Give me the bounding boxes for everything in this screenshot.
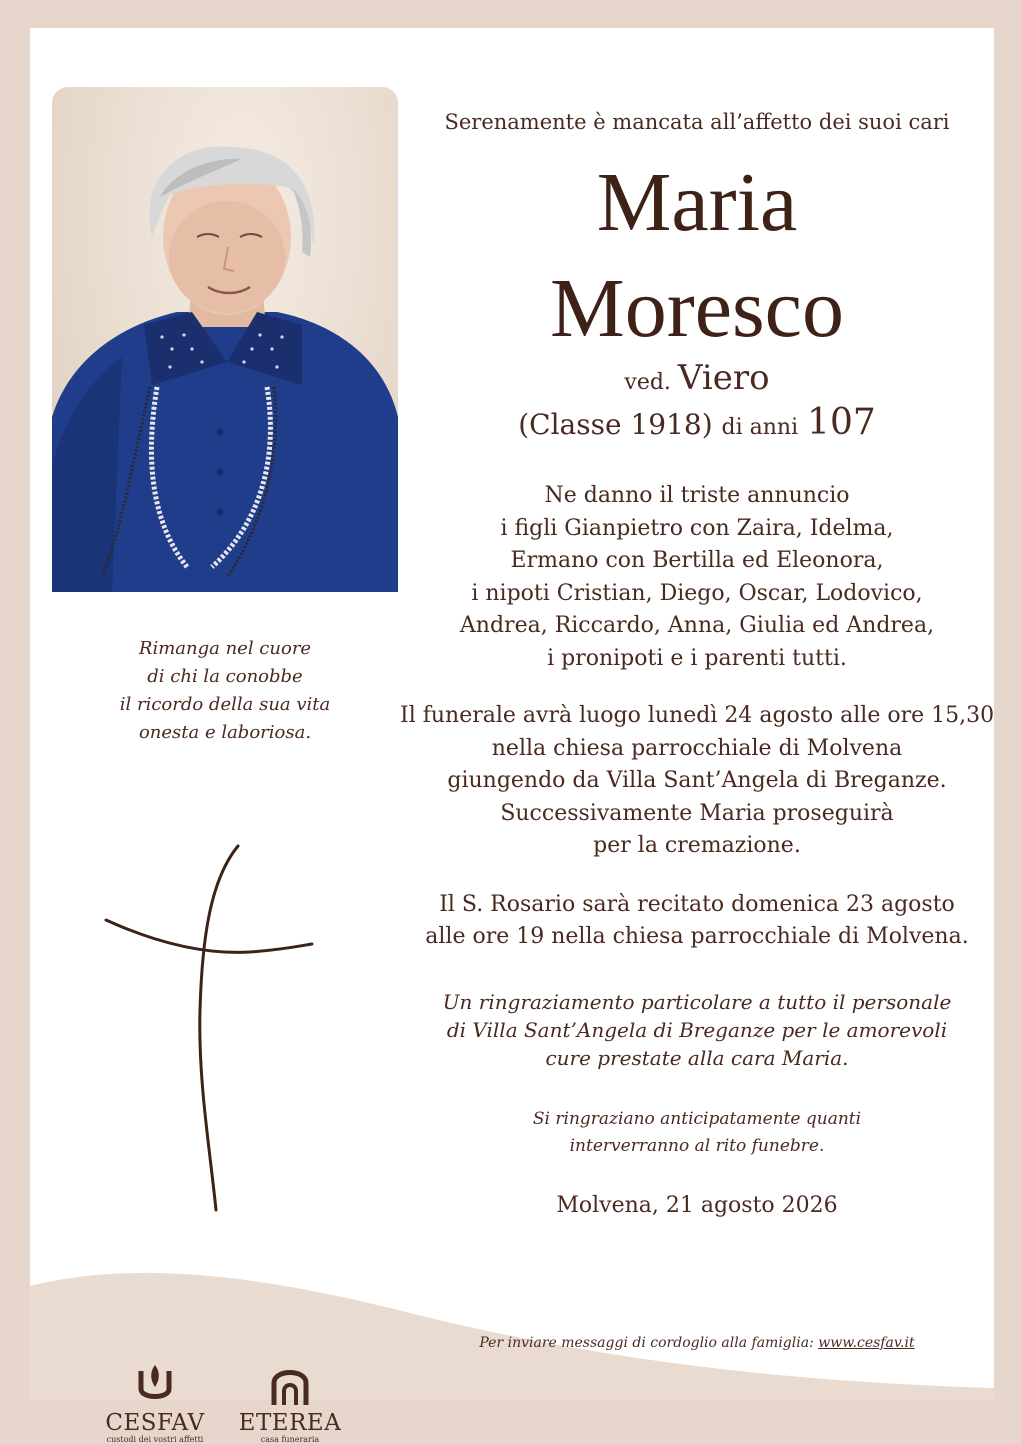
cesfav-name: CESFAV (105, 1410, 205, 1436)
obituary-card (30, 28, 995, 1444)
announcement-line: Andrea, Riccardo, Anna, Giulia ed Andrea, (459, 613, 935, 638)
announcement (400, 110, 994, 1218)
married-prefix: ved. (624, 370, 671, 395)
cesfav-tagline: custodi dei vostri affetti (106, 1435, 204, 1444)
funeral-line: Successivamente Maria proseguirà (500, 800, 894, 826)
birth-year: (Classe 1918) (518, 408, 713, 441)
deceased-name (400, 150, 994, 362)
family-announcement (400, 480, 994, 675)
contact-text: Per inviare messaggi di cordoglio alla famiglia: (479, 1335, 819, 1351)
age-label: di anni (721, 415, 799, 440)
thanks-line: Un ringraziamento particolare a tutto il personale (442, 989, 952, 1014)
advance-thanks (400, 1106, 994, 1160)
eterea-logo-icon (268, 1363, 312, 1407)
eterea-name: ETEREA (238, 1410, 342, 1436)
announcement-line: i figli Gianpietro con Zaira, Idelma, (500, 515, 894, 541)
funeral-line: giungendo da Villa Sant’Angela di Breganze. (447, 768, 947, 793)
announcement-line: i nipoti Cristian, Diego, Oscar, Lodovico, (471, 580, 923, 606)
condolence-link[interactable]: www.cesfav.it (818, 1335, 915, 1351)
funeral-line: Il funerale avrà luogo lunedì 24 agosto alle ore 15,30 (400, 703, 995, 728)
funeral-line: nella chiesa parrocchiale di Molvena (491, 735, 903, 761)
memorial-line: di chi la conobbe (147, 666, 303, 687)
advance-thanks-line: Si ringraziano anticipatamente quanti (532, 1108, 862, 1129)
cesfav-logo (90, 1363, 220, 1444)
memorial-line: il ricordo della sua vita (119, 694, 331, 715)
eterea-tagline: casa funeraria (260, 1435, 320, 1444)
advance-thanks-line: interverranno al rito funebre. (569, 1135, 825, 1156)
age-line (400, 402, 994, 452)
place-date: Molvena, 21 agosto 2026 (556, 1192, 838, 1218)
rosary-info (400, 889, 994, 954)
eterea-logo (230, 1363, 350, 1444)
thanks-line: di Villa Sant’Angela di Breganze per le amorevoli (446, 1017, 948, 1042)
cross-icon (100, 840, 320, 1215)
memorial-line: onesta e laboriosa. (138, 722, 312, 743)
married-surname: Viero (677, 358, 770, 398)
announcement-line: Ne danno il triste annuncio (544, 483, 850, 508)
memorial-line: Rimanga nel cuore (138, 638, 312, 659)
rosary-line: Il S. Rosario sarà recitato domenica 23 agosto (439, 891, 955, 917)
cesfav-logo-icon (133, 1363, 177, 1407)
memorial-quote (70, 635, 380, 747)
announcement-line: Ermano con Bertilla ed Eleonora, (510, 548, 884, 573)
portrait-photo (52, 87, 398, 592)
thanks-line: cure prestate alla cara Maria. (545, 1045, 849, 1070)
age-value: 107 (807, 402, 876, 443)
first-name: Maria (596, 156, 798, 249)
funeral-line: per la cremazione. (593, 833, 801, 858)
funeral-info (400, 700, 994, 863)
announcement-line: i pronipoti e i parenti tutti. (547, 645, 847, 671)
intro-text: Serenamente è mancata all’affetto dei suoi cari (444, 110, 950, 134)
rosary-line: alle ore 19 nella chiesa parrocchiale di Molvena. (425, 924, 969, 949)
thanks-message (400, 988, 994, 1072)
married-name (400, 358, 994, 402)
condolence-contact (400, 1335, 994, 1351)
last-name: Moresco (550, 262, 844, 355)
